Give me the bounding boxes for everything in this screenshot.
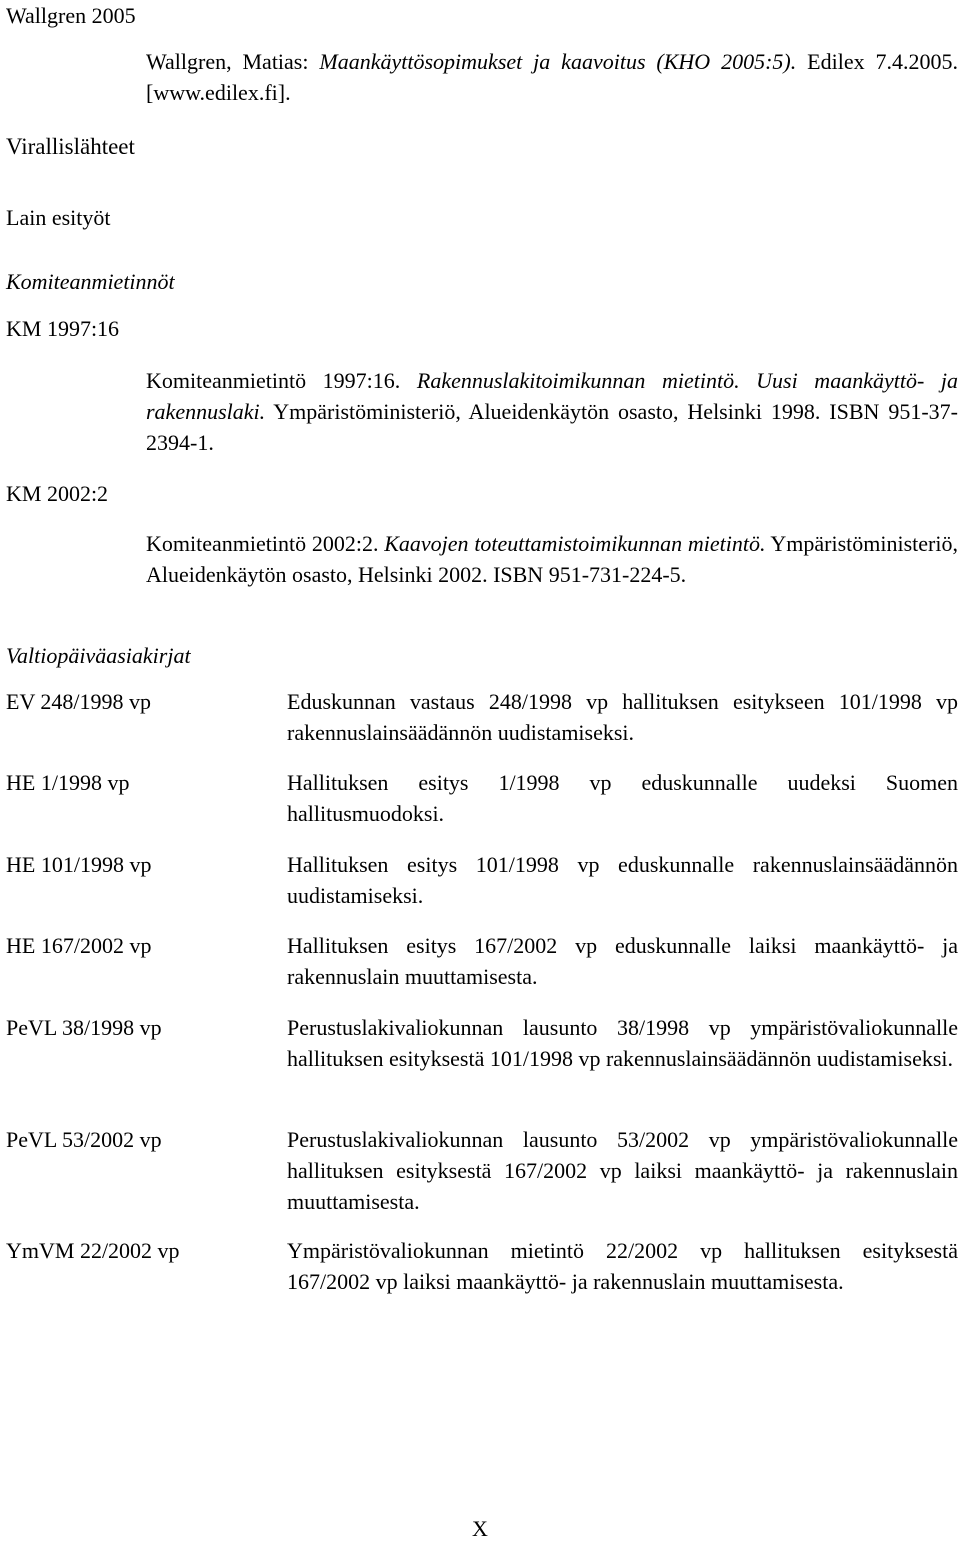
vp-doc-key: PeVL 38/1998 vp <box>6 1015 162 1040</box>
ref-key-km2002: KM 2002:2 <box>6 481 109 506</box>
vp-doc-text: Eduskunnan vastaus 248/1998 vp hallituksen esitykseen 101/1998 vp rakennuslainsäädännön uudistamiseksi. <box>287 689 958 745</box>
ref-text-km2002: Komiteanmietintö 2002:2. Kaavojen toteuttamistoimikunnan mietintö. Ympäristöministeriö, Alueidenkäytön osasto, Helsinki 2002. ISBN 951-731-224-5. <box>146 531 958 587</box>
vp-doc-text: Ympäristövaliokunnan mietintö 22/2002 vp hallituksen esityksestä 167/2002 vp laiksi maankäyttö- ja rakennuslain muuttamisesta. <box>287 1238 958 1294</box>
page-number: X <box>472 1516 488 1541</box>
vp-doc-key: YmVM 22/2002 vp <box>6 1238 180 1263</box>
vp-doc-text: Hallituksen esitys 167/2002 vp eduskunnalle laiksi maankäyttö- ja rakennuslain muuttamisesta. <box>287 933 958 989</box>
vp-doc-key: HE 101/1998 vp <box>6 852 152 877</box>
vp-doc-text: Hallituksen esitys 101/1998 vp eduskunnalle rakennuslainsäädännön uudistamiseksi. <box>287 852 958 908</box>
vp-doc-text: Perustuslakivaliokunnan lausunto 53/2002 vp ympäristövaliokunnalle hallituksen esityksestä 167/2002 vp laiksi maankäyttö- ja rakennuslain muuttamisesta. <box>287 1127 958 1214</box>
heading-komiteanmietinnot: Komiteanmietinnöt <box>6 269 175 294</box>
vp-doc-text: Hallituksen esitys 1/1998 vp eduskunnalle uudeksi Suomen hallitusmuodoksi. <box>287 770 958 826</box>
ref-text-wallgren: Wallgren, Matias: Maankäyttösopimukset ja kaavoitus (KHO 2005:5). Edilex 7.4.2005. [www.edilex.fi]. <box>146 49 958 105</box>
vp-doc-key: HE 1/1998 vp <box>6 770 130 795</box>
heading-virallislahteet: Virallislähteet <box>6 134 135 159</box>
vp-doc-key: PeVL 53/2002 vp <box>6 1127 162 1152</box>
vp-doc-key: HE 167/2002 vp <box>6 933 152 958</box>
vp-doc-key: EV 248/1998 vp <box>6 689 152 714</box>
heading-valtiopaivaasiakirjat: Valtiopäiväasiakirjat <box>6 643 191 668</box>
vp-doc-text: Perustuslakivaliokunnan lausunto 38/1998 vp ympäristövaliokunnalle hallituksen esityksestä 101/1998 vp rakennuslainsäädännön uudistamiseksi. <box>287 1015 958 1071</box>
ref-key-km1997: KM 1997:16 <box>6 316 120 341</box>
ref-text-km1997: Komiteanmietintö 1997:16. Rakennuslakitoimikunnan mietintö. Uusi maankäyttö- ja rakennuslaki. Ympäristöministeriö, Alueidenkäytön osasto, Helsinki 1998. ISBN 951-37-2394-1. <box>146 368 958 455</box>
ref-key-wallgren: Wallgren 2005 <box>6 3 136 28</box>
heading-lain-esityot: Lain esityöt <box>6 205 111 230</box>
